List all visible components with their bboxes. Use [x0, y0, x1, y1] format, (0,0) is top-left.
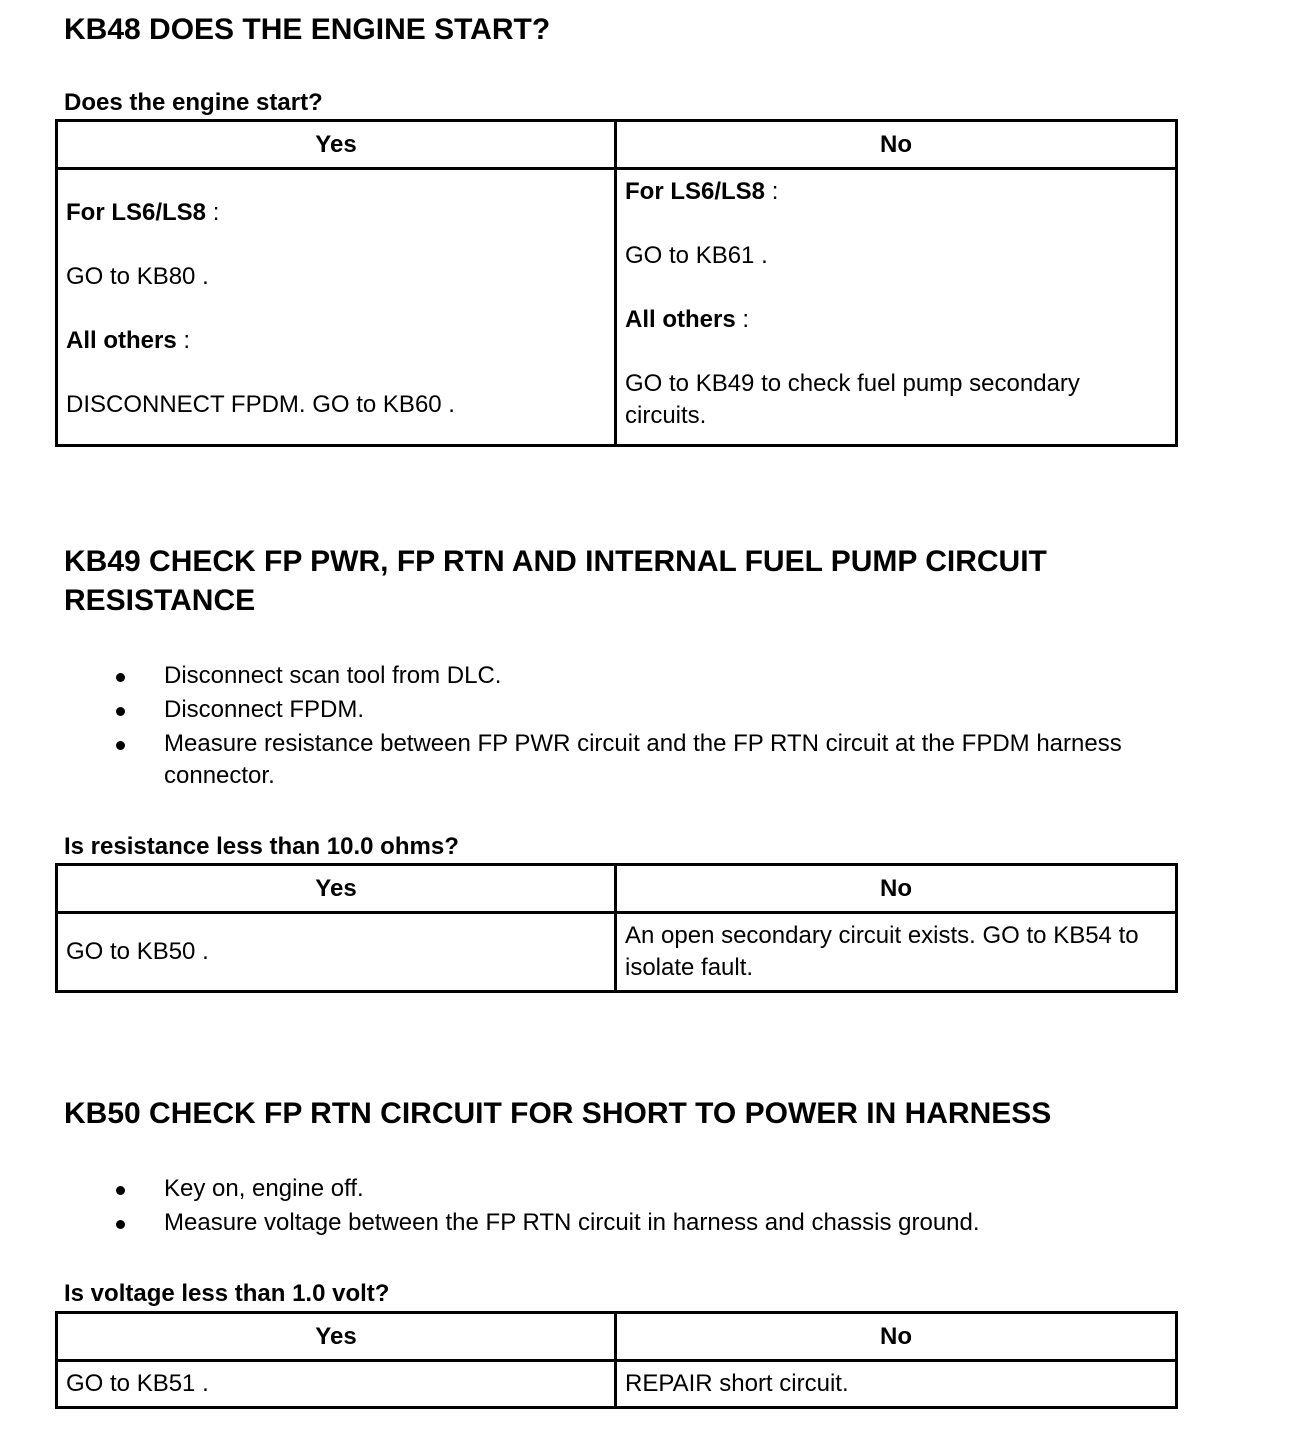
kb48-no-line1	[625, 176, 1167, 208]
kb48-no-line2	[625, 304, 1167, 336]
no-header: No	[616, 1313, 1177, 1361]
table-row	[57, 1361, 1177, 1408]
no-header: No	[616, 865, 1177, 913]
kb48-yes-cell	[57, 169, 616, 446]
kb50-table	[55, 1311, 1178, 1409]
kb50-bullet-list	[108, 1173, 1188, 1241]
kb48-yes-label2: All others	[66, 327, 177, 354]
bullet-icon	[116, 1186, 125, 1195]
kb48-yes-text1: GO to KB80 .	[66, 263, 209, 290]
table-row	[57, 913, 1177, 992]
kb49-heading: KB49 CHECK FP PWR, FP RTN AND INTERNAL FUEL PUMP CIRCUIT RESISTANCE	[64, 545, 1047, 617]
yes-header: Yes	[57, 865, 616, 913]
kb48-yes-colon2: :	[176, 327, 191, 354]
bullet-icon	[116, 673, 125, 682]
no-header: No	[616, 121, 1177, 169]
kb50-heading: KB50 CHECK FP RTN CIRCUIT FOR SHORT TO POWER IN HARNESS	[64, 1097, 1052, 1130]
kb48-yes-line1	[66, 197, 606, 229]
kb48-no-colon2: :	[735, 306, 750, 333]
bullet-text: Measure voltage between the FP RTN circuit in harness and chassis ground.	[164, 1209, 980, 1236]
kb48-no-label2: All others	[625, 306, 736, 333]
kb48-yes-label1: For LS6/LS8	[66, 199, 207, 226]
bullet-text: Key on, engine off.	[164, 1175, 364, 1202]
kb48-no-label1: For LS6/LS8	[625, 178, 766, 205]
kb49-bullet-list	[108, 660, 1188, 794]
kb48-yes-line2	[66, 325, 606, 357]
yes-header: Yes	[57, 121, 616, 169]
table-header-row	[57, 121, 1177, 169]
table-header-row	[57, 865, 1177, 913]
bullet-text: Disconnect FPDM.	[164, 696, 365, 723]
kb48-no-text2: GO to KB49 to check fuel pump secondary circuits.	[625, 370, 1080, 429]
table-row	[57, 169, 1177, 446]
bullet-text: Measure resistance between FP PWR circuit and the FP RTN circuit at the FPDM harness connector.	[164, 730, 1122, 789]
kb49-question: Is resistance less than 10.0 ohms?	[64, 833, 459, 860]
kb48-no-text1: GO to KB61 .	[625, 242, 768, 269]
list-item	[108, 1207, 1188, 1239]
kb50-yes-cell: GO to KB51 .	[57, 1361, 616, 1408]
kb48-yes-text2: DISCONNECT FPDM. GO to KB60 .	[66, 391, 455, 418]
kb49-yes-cell: GO to KB50 .	[57, 913, 616, 992]
kb50-question: Is voltage less than 1.0 volt?	[64, 1280, 390, 1307]
kb48-table	[55, 119, 1178, 447]
list-item	[108, 694, 1188, 726]
bullet-icon	[116, 741, 125, 750]
kb49-table	[55, 863, 1178, 993]
kb48-question: Does the engine start?	[64, 89, 323, 116]
bullet-icon	[116, 1220, 125, 1229]
kb48-no-cell	[616, 169, 1177, 446]
kb48-no-colon1: :	[765, 178, 779, 205]
yes-header: Yes	[57, 1313, 616, 1361]
kb50-no-cell: REPAIR short circuit.	[616, 1361, 1177, 1408]
list-item	[108, 1173, 1188, 1205]
kb48-heading: KB48 DOES THE ENGINE START?	[64, 13, 551, 46]
bullet-icon	[116, 707, 125, 716]
list-item	[108, 728, 1188, 792]
list-item	[108, 660, 1188, 692]
kb49-no-cell: An open secondary circuit exists. GO to KB54 to isolate fault.	[616, 913, 1177, 992]
table-header-row	[57, 1313, 1177, 1361]
bullet-text: Disconnect scan tool from DLC.	[164, 662, 502, 689]
kb48-yes-colon1: :	[206, 199, 220, 226]
